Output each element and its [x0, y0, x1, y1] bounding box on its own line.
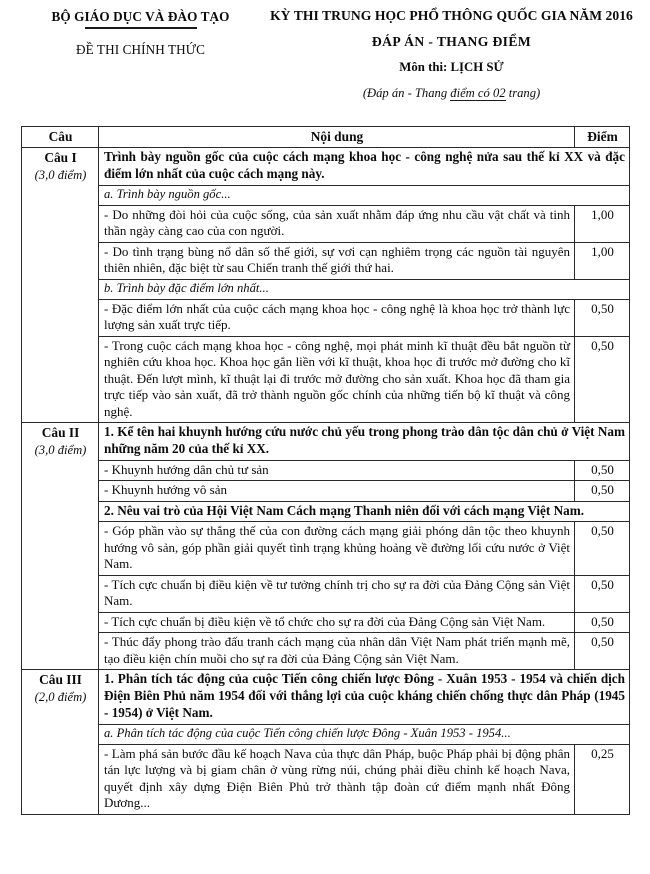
answer-content-cell: - Do tình trạng bùng nổ dân số thế giới, sự vơi cạn nghiêm trọng các nguồn tài nguyên thiên nhiên, đặc biệt từ sau Chiến tranh thế giới thứ hai. — [99, 242, 575, 279]
table-row — [22, 242, 630, 279]
table-row — [22, 575, 630, 612]
header-right-block — [267, 7, 636, 101]
question-points: (2,0 điểm) — [34, 690, 87, 705]
table-row — [22, 205, 630, 242]
pages-note-suffix: trang) — [505, 86, 541, 101]
question-heading-cell: 2. Nêu vai trò của Hội Việt Nam Cách mạng Thanh niên đối với cách mạng Việt Nam. — [99, 501, 630, 522]
question-label-cell — [22, 148, 99, 423]
subject-line — [267, 60, 636, 75]
question-label: Câu II — [41, 425, 80, 441]
table-body — [22, 148, 630, 815]
answer-content-cell: - Tích cực chuẩn bị điều kiện về tổ chức cho sự ra đời của Đảng Cộng sản Việt Nam. — [99, 612, 575, 633]
score-cell: 0,50 — [575, 633, 630, 670]
question-heading-cell: 1. Phân tích tác động của cuộc Tiến công chiến lược Đông - Xuân 1953 - 1954 và chiến dịch Điện Biên Phủ năm 1954 đối với thắng lợi của cuộc kháng chiến chống thực dân Pháp (1945 - 1954) ở Việt Nam. — [99, 670, 630, 724]
column-header-diem: Điểm — [575, 127, 630, 148]
answer-key-table — [21, 126, 630, 815]
question-label-cell — [22, 423, 99, 670]
question-heading-cell: 1. Kể tên hai khuynh hướng cứu nước chủ yếu trong phong trào dân tộc dân chủ ở Việt Nam những năm 20 của thế kỉ XX. — [99, 423, 630, 461]
official-exam-label: ĐỀ THI CHÍNH THỨC — [75, 42, 206, 58]
question-heading-cell: Trình bày nguồn gốc của cuộc cách mạng khoa học - công nghệ nửa sau thế kỉ XX và đặc điểm lớn nhất của cuộc cách mạng này. — [99, 148, 630, 186]
score-cell: 0,50 — [575, 575, 630, 612]
header-left-block — [14, 7, 267, 58]
score-cell: 0,50 — [575, 460, 630, 481]
ministry-name: BỘ GIÁO DỤC VÀ ĐÀO TẠO — [51, 9, 230, 24]
table-row — [22, 670, 630, 724]
table-row — [22, 336, 630, 423]
table-row — [22, 724, 630, 744]
score-cell: 0,50 — [575, 336, 630, 423]
exam-title: KỲ THI TRUNG HỌC PHỔ THÔNG QUỐC GIA NĂM 2016 — [270, 8, 633, 23]
question-label-cell — [22, 670, 99, 814]
score-cell: 0,50 — [575, 522, 630, 576]
table-row — [22, 185, 630, 205]
column-header-noi-dung: Nội dung — [99, 127, 575, 148]
table-row — [22, 460, 630, 481]
table-row — [22, 612, 630, 633]
question-label: Câu III — [39, 672, 82, 688]
answer-content-cell: - Thúc đẩy phong trào đấu tranh cách mạng của nhân dân Việt Nam phát triển mạnh mẽ, tạo điều kiện chín muồi cho sự ra đời của Đảng Cộng sản Việt Nam. — [99, 633, 575, 670]
table-row — [22, 633, 630, 670]
table-row — [22, 279, 630, 299]
section-subheading-cell: a. Trình bày nguồn gốc... — [99, 185, 630, 205]
answer-content-cell: - Làm phá sản bước đầu kế hoạch Nava của thực dân Pháp, buộc Pháp phải bị động phân tán lực lượng và bị giam chân ở vùng rừng núi, chúng phải điều chỉnh kế hoạch Nava, quyết định xây dựng Điện Biên Phủ trở thành tập đoàn cứ điểm mạnh nhất Đông Dương... — [99, 744, 575, 814]
pages-note-prefix: (Đáp án - Thang — [362, 86, 451, 101]
answer-content-cell: - Do những đòi hỏi của cuộc sống, của sản xuất nhằm đáp ứng nhu cầu vật chất và tinh thần ngày càng cao của con người. — [99, 205, 575, 242]
answer-content-cell: - Khuynh hướng dân chủ tư sản — [99, 460, 575, 481]
question-points: (3,0 điểm) — [34, 443, 87, 458]
ministry-underline-rule — [85, 27, 197, 29]
subject-name: LỊCH SỬ — [450, 60, 504, 75]
score-cell: 1,00 — [575, 205, 630, 242]
column-header-cau: Câu — [22, 127, 99, 148]
document-header — [0, 0, 650, 120]
score-cell: 0,50 — [575, 612, 630, 633]
answer-content-cell: - Khuynh hướng vô sản — [99, 481, 575, 502]
answer-content-cell: - Góp phần vào sự thắng thế của con đường cách mạng giải phóng dân tộc theo khuynh hướng vô sản, góp phần giải quyết tình trạng khủng hoảng về đường lối cứu nước ở Việt Nam. — [99, 522, 575, 576]
table-row — [22, 148, 630, 186]
pages-note-underlined: điểm có 02 — [450, 86, 506, 101]
table-row — [22, 423, 630, 461]
pages-note — [267, 86, 636, 101]
score-cell: 0,50 — [575, 299, 630, 336]
score-cell: 1,00 — [575, 242, 630, 279]
answer-content-cell: - Trong cuộc cách mạng khoa học - công nghệ, mọi phát minh kĩ thuật đều bắt nguồn từ nghiên cứu khoa học. Khoa học gắn liền với kĩ thuật, khoa học đi trước mở đường cho kĩ thuật. Đến lượt mình, kĩ thuật lại đi trước mở đường cho sản xuất. Khoa học đã tham gia trực tiếp vào sản xuất, đã trở thành nguồn gốc chính của những tiến bộ kĩ thuật và công nghệ. — [99, 336, 575, 423]
section-subheading-cell: b. Trình bày đặc điểm lớn nhất... — [99, 279, 630, 299]
answer-content-cell: - Đặc điểm lớn nhất của cuộc cách mạng khoa học - công nghệ là khoa học trở thành lực lượng sản xuất trực tiếp. — [99, 299, 575, 336]
table-row — [22, 299, 630, 336]
answer-key-title: ĐÁP ÁN - THANG ĐIỂM — [371, 34, 532, 50]
score-cell: 0,25 — [575, 744, 630, 814]
answer-content-cell: - Tích cực chuẩn bị điều kiện về tư tưởng chính trị cho sự ra đời của Đảng Cộng sản Việt Nam. — [99, 575, 575, 612]
subject-label: Môn thi: — [399, 60, 448, 75]
table-row — [22, 501, 630, 522]
score-cell: 0,50 — [575, 481, 630, 502]
table-row — [22, 481, 630, 502]
table-row — [22, 744, 630, 814]
table-row — [22, 522, 630, 576]
section-subheading-cell: a. Phân tích tác động của cuộc Tiến công chiến lược Đông - Xuân 1953 - 1954... — [99, 724, 630, 744]
question-label: Câu I — [44, 150, 77, 166]
table-header-row — [22, 127, 630, 148]
question-points: (3,0 điểm) — [34, 168, 87, 183]
